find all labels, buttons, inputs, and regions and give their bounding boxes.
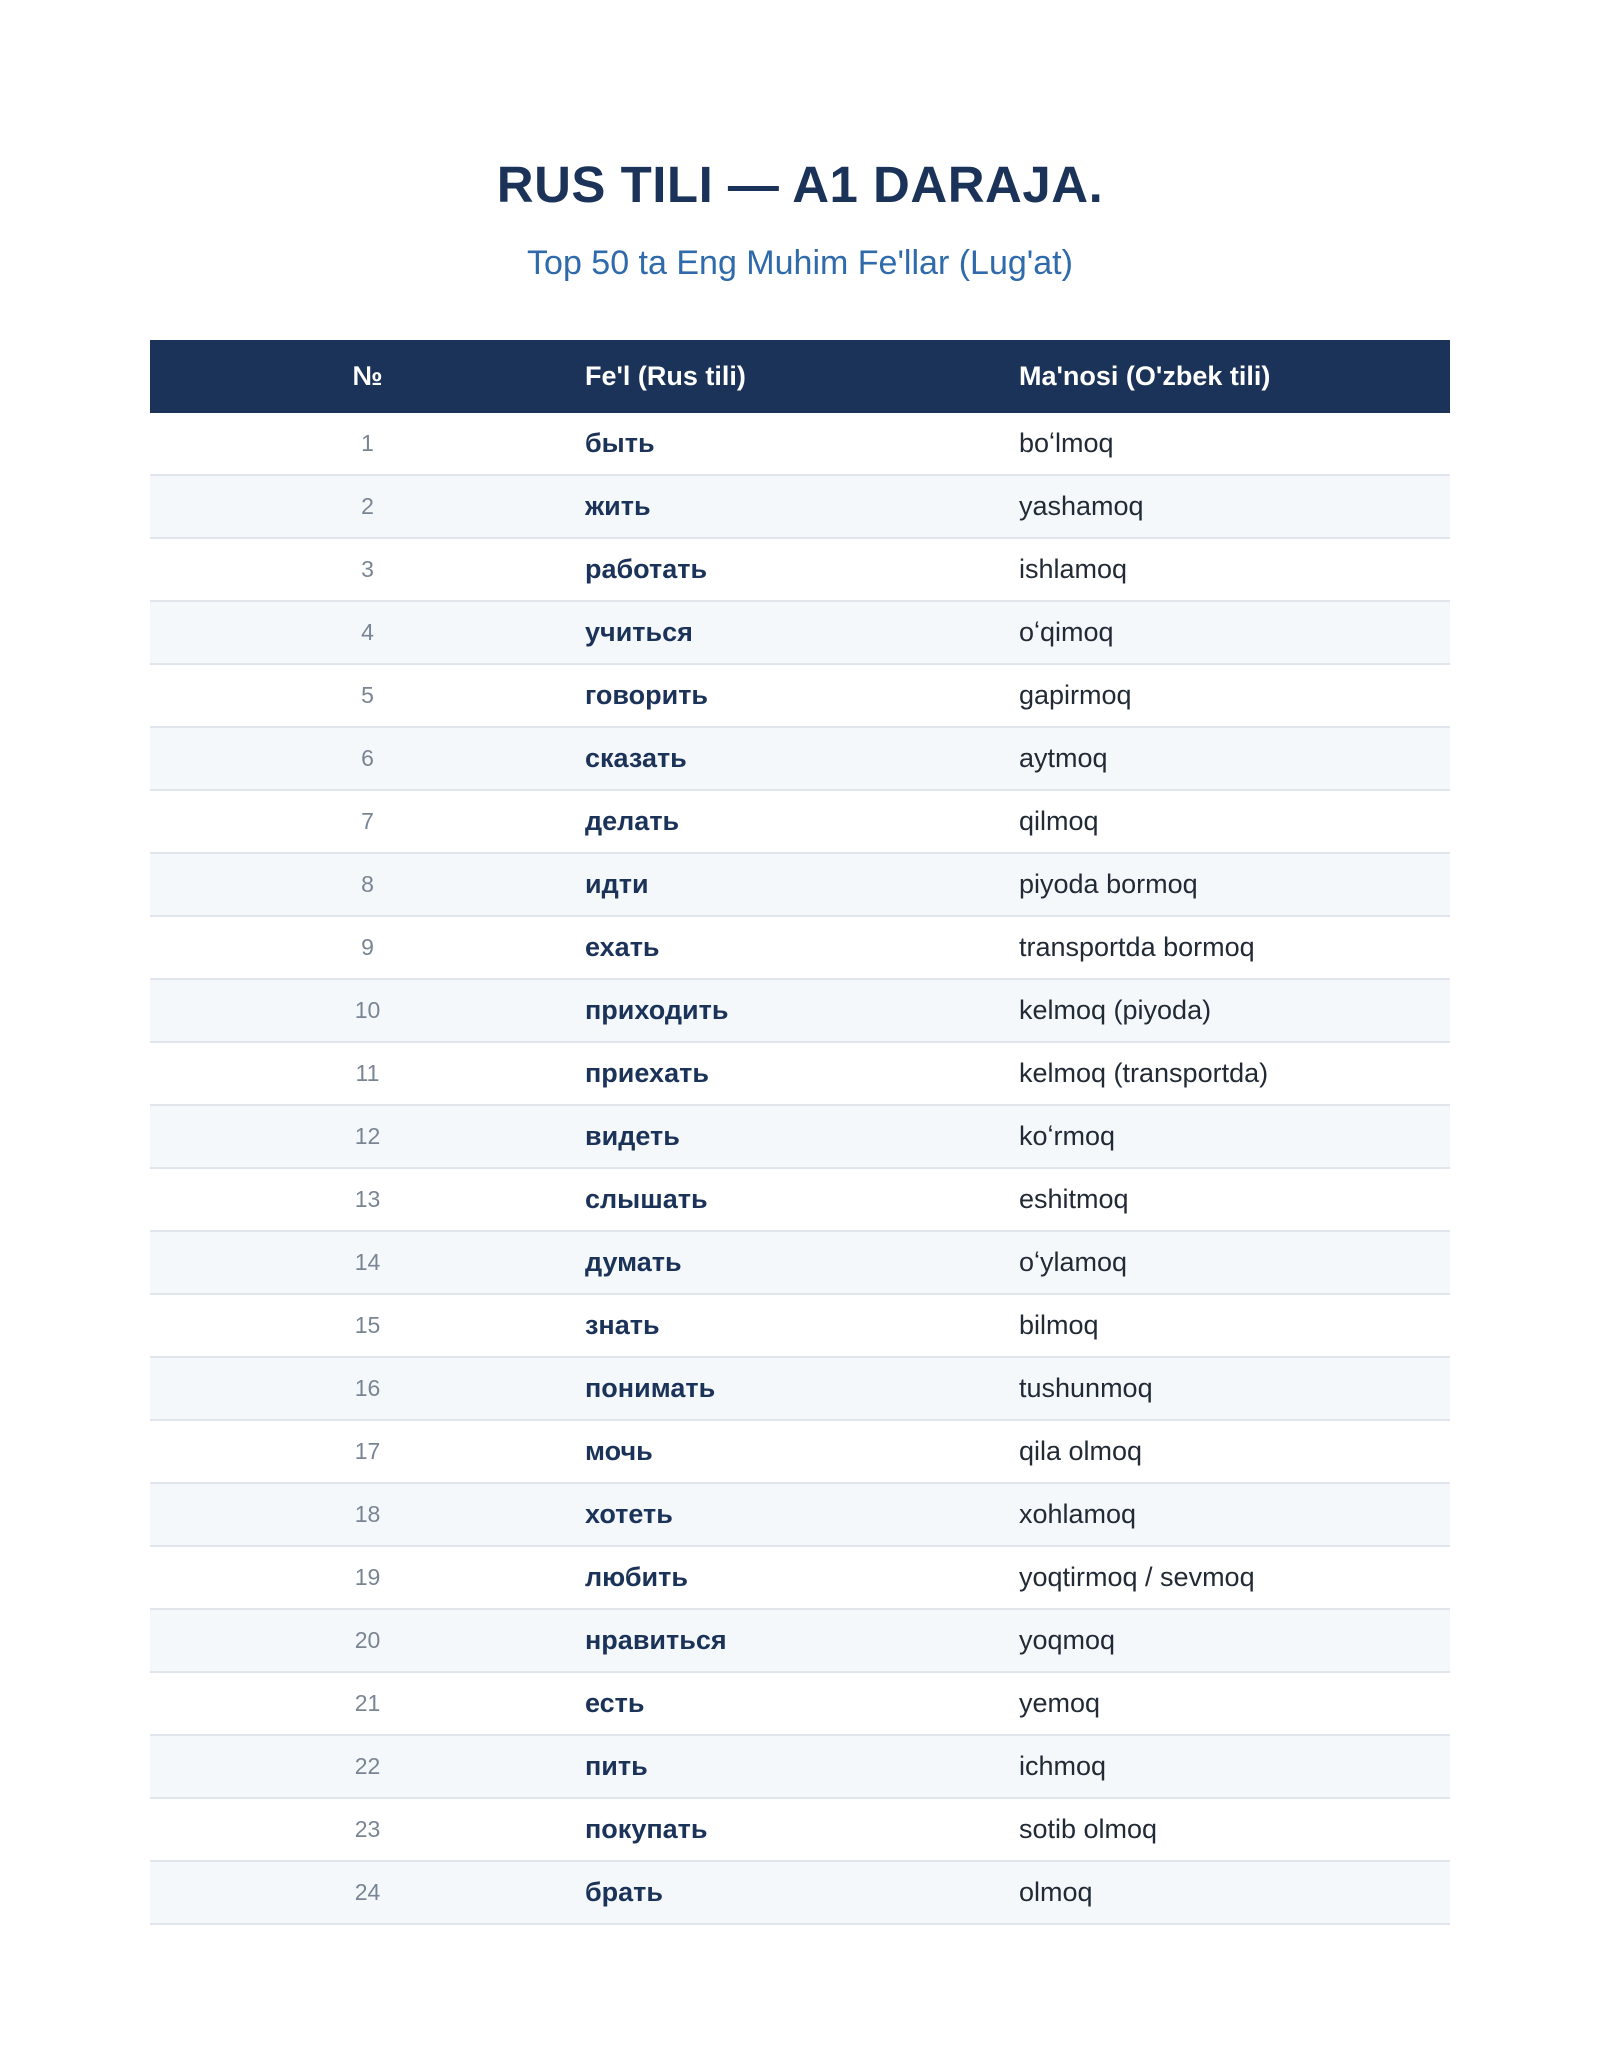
- row-number: 2: [150, 475, 585, 538]
- russian-verb: делать: [585, 790, 1019, 853]
- uzbek-meaning: yashamoq: [1019, 475, 1450, 538]
- row-number: 14: [150, 1231, 585, 1294]
- row-number: 18: [150, 1483, 585, 1546]
- uzbek-meaning: eshitmoq: [1019, 1168, 1450, 1231]
- uzbek-meaning: sotib olmoq: [1019, 1798, 1450, 1861]
- uzbek-meaning: yemoq: [1019, 1672, 1450, 1735]
- row-number: 7: [150, 790, 585, 853]
- table-row: [150, 1168, 1450, 1231]
- russian-verb: говорить: [585, 664, 1019, 727]
- table-row: [150, 664, 1450, 727]
- page-title: RUS TILI — A1 DARAJA.: [496, 156, 1104, 213]
- row-number: 3: [150, 538, 585, 601]
- row-number: 4: [150, 601, 585, 664]
- vocabulary-table: [150, 340, 1450, 1925]
- table-row: [150, 1231, 1450, 1294]
- row-number: 20: [150, 1609, 585, 1672]
- uzbek-meaning: qilmoq: [1019, 790, 1450, 853]
- russian-verb: приехать: [585, 1042, 1019, 1105]
- column-header-uzbek-meaning: Ma'nosi (O'zbek tili): [1019, 361, 1271, 391]
- table-row: [150, 979, 1450, 1042]
- uzbek-meaning: ichmoq: [1019, 1735, 1450, 1798]
- table-row: [150, 727, 1450, 790]
- russian-verb: есть: [585, 1672, 1019, 1735]
- table-row: [150, 1483, 1450, 1546]
- uzbek-meaning: boʻlmoq: [1019, 413, 1450, 475]
- row-number: 15: [150, 1294, 585, 1357]
- table-row: [150, 790, 1450, 853]
- uzbek-meaning: yoqtirmoq / sevmoq: [1019, 1546, 1450, 1609]
- russian-verb: идти: [585, 853, 1019, 916]
- russian-verb: понимать: [585, 1357, 1019, 1420]
- uzbek-meaning: transportda bormoq: [1019, 916, 1450, 979]
- table-row: [150, 1609, 1450, 1672]
- uzbek-meaning: aytmoq: [1019, 727, 1450, 790]
- russian-verb: жить: [585, 475, 1019, 538]
- russian-verb: пить: [585, 1735, 1019, 1798]
- row-number: 8: [150, 853, 585, 916]
- russian-verb: сказать: [585, 727, 1019, 790]
- table-row: [150, 1735, 1450, 1798]
- row-number: 10: [150, 979, 585, 1042]
- uzbek-meaning: koʻrmoq: [1019, 1105, 1450, 1168]
- table-row: [150, 1042, 1450, 1105]
- row-number: 12: [150, 1105, 585, 1168]
- uzbek-meaning: yoqmoq: [1019, 1609, 1450, 1672]
- russian-verb: быть: [585, 413, 1019, 475]
- russian-verb: нравиться: [585, 1609, 1019, 1672]
- russian-verb: работать: [585, 538, 1019, 601]
- row-number: 6: [150, 727, 585, 790]
- row-number: 22: [150, 1735, 585, 1798]
- uzbek-meaning: oʻylamoq: [1019, 1231, 1450, 1294]
- table-row: [150, 1357, 1450, 1420]
- table-row: [150, 1546, 1450, 1609]
- row-number: 1: [150, 413, 585, 475]
- row-number: 9: [150, 916, 585, 979]
- russian-verb: мочь: [585, 1420, 1019, 1483]
- page-subtitle: Top 50 ta Eng Muhim Fe'llar (Lug'at): [527, 244, 1073, 282]
- table-row: [150, 1798, 1450, 1861]
- row-number: 24: [150, 1861, 585, 1924]
- uzbek-meaning: ishlamoq: [1019, 538, 1450, 601]
- uzbek-meaning: qila olmoq: [1019, 1420, 1450, 1483]
- table-body: [150, 413, 1450, 1924]
- russian-verb: брать: [585, 1861, 1019, 1924]
- table-row: [150, 538, 1450, 601]
- russian-verb: слышать: [585, 1168, 1019, 1231]
- uzbek-meaning: gapirmoq: [1019, 664, 1450, 727]
- russian-verb: покупать: [585, 1798, 1019, 1861]
- uzbek-meaning: bilmoq: [1019, 1294, 1450, 1357]
- table-row: [150, 853, 1450, 916]
- uzbek-meaning: tushunmoq: [1019, 1357, 1450, 1420]
- uzbek-meaning: xohlamoq: [1019, 1483, 1450, 1546]
- row-number: 5: [150, 664, 585, 727]
- uzbek-meaning: piyoda bormoq: [1019, 853, 1450, 916]
- table-row: [150, 1420, 1450, 1483]
- russian-verb: видеть: [585, 1105, 1019, 1168]
- table-row: [150, 916, 1450, 979]
- table-row: [150, 1105, 1450, 1168]
- table-row: [150, 475, 1450, 538]
- uzbek-meaning: kelmoq (piyoda): [1019, 979, 1450, 1042]
- table-row: [150, 1672, 1450, 1735]
- row-number: 23: [150, 1798, 585, 1861]
- uzbek-meaning: oʻqimoq: [1019, 601, 1450, 664]
- table-row: [150, 413, 1450, 475]
- table-row: [150, 1861, 1450, 1924]
- column-header-russian-verb: Fe'l (Rus tili): [585, 361, 746, 391]
- row-number: 13: [150, 1168, 585, 1231]
- row-number: 11: [150, 1042, 585, 1105]
- row-number: 19: [150, 1546, 585, 1609]
- russian-verb: хотеть: [585, 1483, 1019, 1546]
- table-header: [150, 340, 1450, 413]
- column-header-number: №: [352, 361, 383, 391]
- russian-verb: думать: [585, 1231, 1019, 1294]
- russian-verb: ехать: [585, 916, 1019, 979]
- table-row: [150, 1294, 1450, 1357]
- table-header-row: [150, 340, 1450, 413]
- russian-verb: учиться: [585, 601, 1019, 664]
- row-number: 16: [150, 1357, 585, 1420]
- uzbek-meaning: kelmoq (transportda): [1019, 1042, 1450, 1105]
- row-number: 17: [150, 1420, 585, 1483]
- russian-verb: любить: [585, 1546, 1019, 1609]
- russian-verb: знать: [585, 1294, 1019, 1357]
- russian-verb: приходить: [585, 979, 1019, 1042]
- table-row: [150, 601, 1450, 664]
- row-number: 21: [150, 1672, 585, 1735]
- uzbek-meaning: olmoq: [1019, 1861, 1450, 1924]
